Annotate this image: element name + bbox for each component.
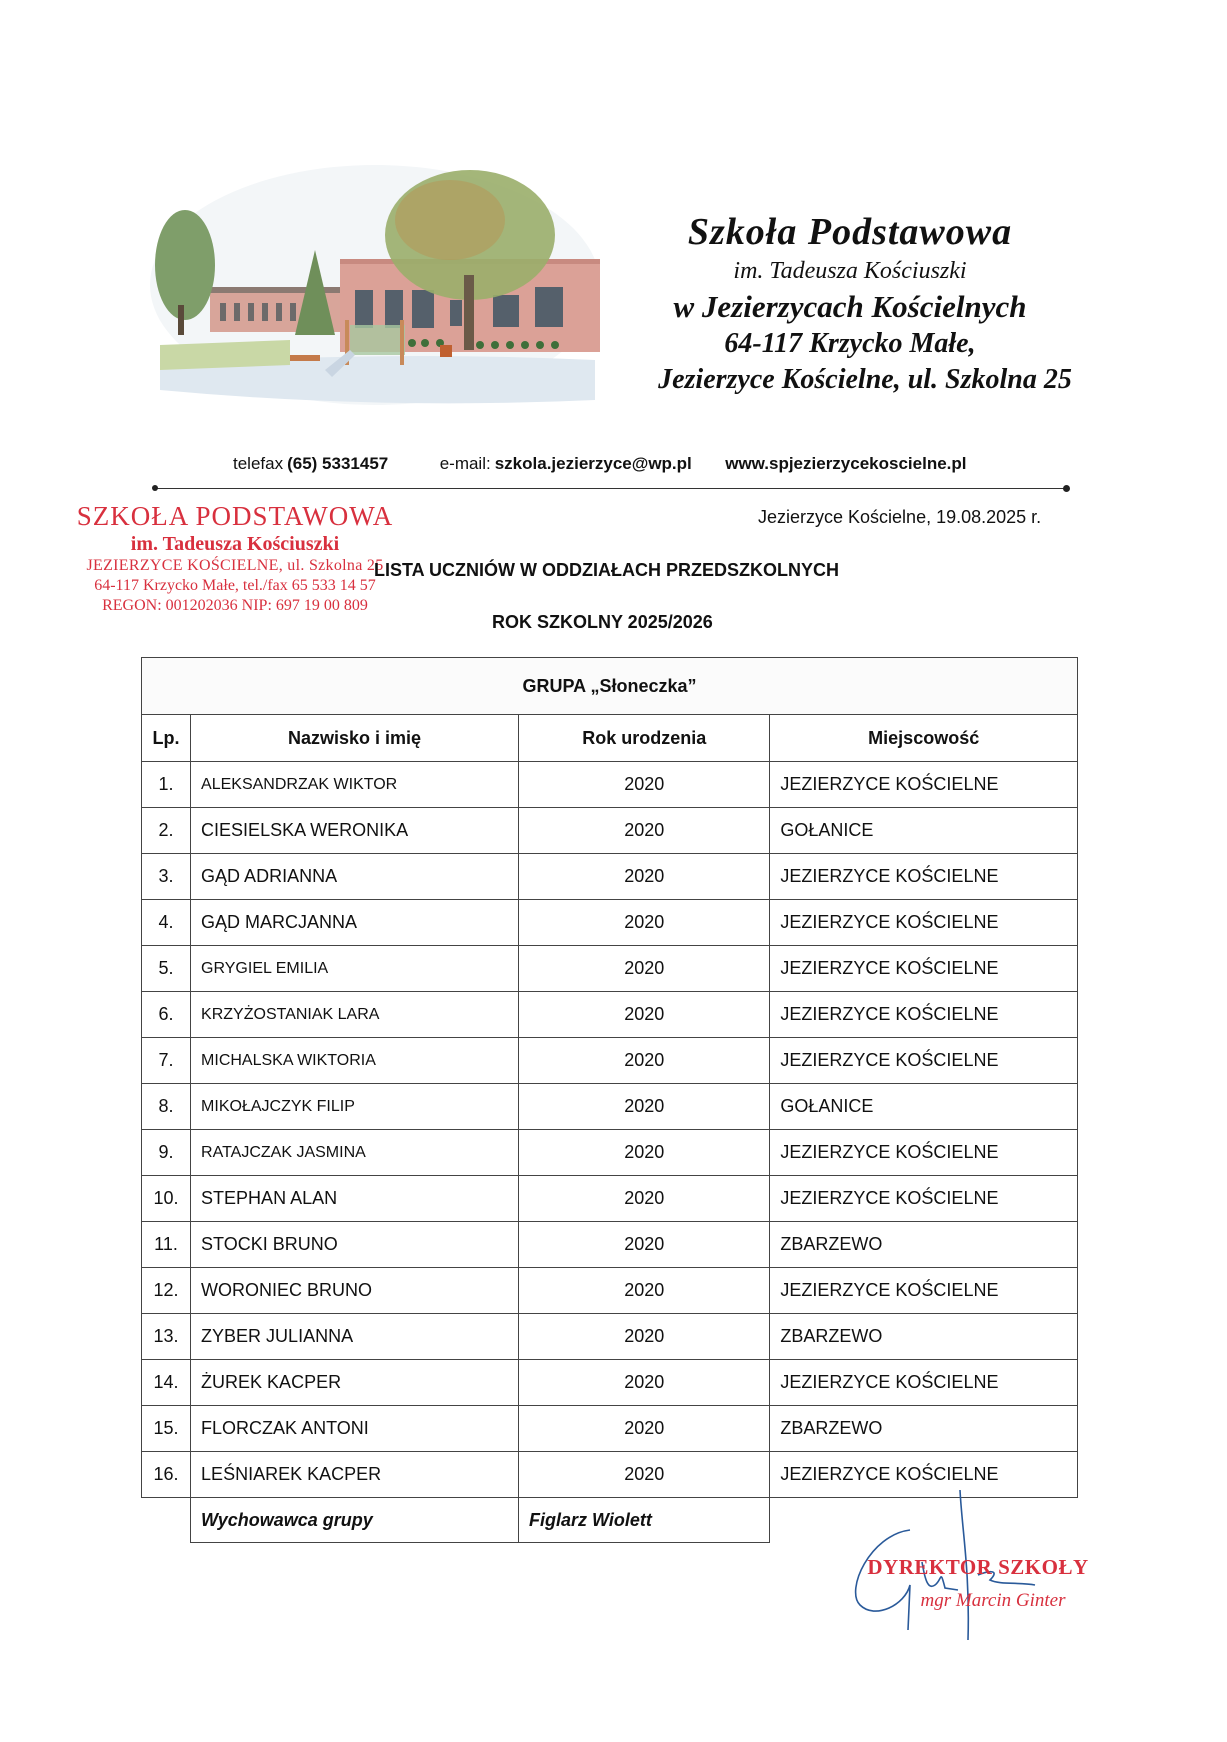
- student-birth-year: 2020: [519, 1222, 770, 1268]
- student-place: GOŁANICE: [770, 808, 1078, 854]
- student-place: JEZIERZYCE KOŚCIELNE: [770, 946, 1078, 992]
- divider-dot-left: [152, 485, 158, 491]
- director-name: mgr Marcin Ginter: [920, 1590, 1066, 1611]
- student-place: JEZIERZYCE KOŚCIELNE: [770, 854, 1078, 900]
- school-name: Szkoła Podstawowa: [687, 211, 1013, 253]
- student-birth-year: 2020: [519, 992, 770, 1038]
- email-link[interactable]: szkola.jezierzyce@wp.pl: [494, 454, 692, 473]
- student-place: JEZIERZYCE KOŚCIELNE: [770, 900, 1078, 946]
- student-place: JEZIERZYCE KOŚCIELNE: [770, 992, 1078, 1038]
- student-row: [142, 946, 1078, 992]
- student-name: FLORCZAK ANTONI: [191, 1406, 519, 1452]
- student-row: [142, 900, 1078, 946]
- stamp-line-1: SZKOŁA PODSTAWOWA: [76, 501, 394, 531]
- student-place: JEZIERZYCE KOŚCIELNE: [770, 1176, 1078, 1222]
- student-name: CIESIELSKA WERONIKA: [191, 808, 519, 854]
- student-row: [142, 1130, 1078, 1176]
- student-row: [142, 1176, 1078, 1222]
- column-header-lp: Lp.: [142, 715, 191, 762]
- student-place: JEZIERZYCE KOŚCIELNE: [770, 1452, 1078, 1498]
- stamp-line-2: im. Tadeusza Kościuszki: [130, 533, 340, 555]
- column-header-birth-year: Rok urodzenia: [519, 715, 770, 762]
- teacher-name: Figlarz Wiolett: [519, 1498, 770, 1543]
- document-date: Jezierzyce Kościelne, 19.08.2025 r.: [758, 507, 1042, 527]
- student-lp: 1.: [142, 762, 191, 808]
- website-link[interactable]: www.spjezierzycekoscielne.pl: [725, 454, 967, 473]
- email-label: e-mail:: [439, 454, 491, 473]
- student-name: WORONIEC BRUNO: [191, 1268, 519, 1314]
- student-lp: 13.: [142, 1314, 191, 1360]
- student-lp: 11.: [142, 1222, 191, 1268]
- column-header-name: Nazwisko i imię: [191, 715, 519, 762]
- student-row: [142, 1038, 1078, 1084]
- stamp-line-3: JEZIERZYCE KOŚCIELNE, ul. Szkolna 25: [86, 557, 384, 574]
- student-row: [142, 1314, 1078, 1360]
- student-row: [142, 1360, 1078, 1406]
- student-place: ZBARZEWO: [770, 1222, 1078, 1268]
- student-lp: 6.: [142, 992, 191, 1038]
- school-letterhead: [600, 210, 1120, 398]
- student-birth-year: 2020: [519, 1176, 770, 1222]
- student-birth-year: 2020: [519, 1452, 770, 1498]
- student-name: ZYBER JULIANNA: [191, 1314, 519, 1360]
- director-title: DYREKTOR SZKOŁY: [867, 1555, 1089, 1579]
- student-name: MICHALSKA WIKTORIA: [191, 1038, 519, 1084]
- student-row: [142, 1406, 1078, 1452]
- student-name: GĄD MARCJANNA: [191, 900, 519, 946]
- contact-line: [233, 454, 967, 474]
- student-lp: 16.: [142, 1452, 191, 1498]
- student-place: JEZIERZYCE KOŚCIELNE: [770, 1038, 1078, 1084]
- student-lp: 5.: [142, 946, 191, 992]
- student-row: [142, 1268, 1078, 1314]
- student-place: JEZIERZYCE KOŚCIELNE: [770, 1360, 1078, 1406]
- student-birth-year: 2020: [519, 900, 770, 946]
- school-location: w Jezierzycach Kościelnych: [673, 289, 1027, 324]
- student-lp: 7.: [142, 1038, 191, 1084]
- student-lp: 2.: [142, 808, 191, 854]
- student-row: [142, 854, 1078, 900]
- student-birth-year: 2020: [519, 854, 770, 900]
- student-birth-year: 2020: [519, 946, 770, 992]
- student-place: JEZIERZYCE KOŚCIELNE: [770, 762, 1078, 808]
- student-name: ŻUREK KACPER: [191, 1360, 519, 1406]
- student-place: JEZIERZYCE KOŚCIELNE: [770, 1130, 1078, 1176]
- group-name: GRUPA „Słoneczka”: [142, 658, 1078, 715]
- student-name: STEPHAN ALAN: [191, 1176, 519, 1222]
- school-address: Jezierzyce Kościelne, ul. Szkolna 25: [658, 364, 1072, 395]
- student-lp: 12.: [142, 1268, 191, 1314]
- empty-cell: [142, 1498, 191, 1543]
- student-birth-year: 2020: [519, 808, 770, 854]
- student-lp: 3.: [142, 854, 191, 900]
- student-birth-year: 2020: [519, 1360, 770, 1406]
- student-birth-year: 2020: [519, 1268, 770, 1314]
- student-lp: 4.: [142, 900, 191, 946]
- student-name: GRYGIEL EMILIA: [191, 946, 519, 992]
- student-row: [142, 808, 1078, 854]
- student-row: [142, 1084, 1078, 1130]
- student-place: ZBARZEWO: [770, 1314, 1078, 1360]
- student-lp: 15.: [142, 1406, 191, 1452]
- student-place: ZBARZEWO: [770, 1406, 1078, 1452]
- student-lp: 9.: [142, 1130, 191, 1176]
- column-header-row: [142, 715, 1078, 762]
- stamp-line-5: REGON: 001202036 NIP: 697 19 00 809: [102, 597, 368, 614]
- student-name: STOCKI BRUNO: [191, 1222, 519, 1268]
- school-postal: 64-117 Krzycko Małe,: [724, 328, 976, 359]
- student-lp: 8.: [142, 1084, 191, 1130]
- student-row: [142, 992, 1078, 1038]
- student-birth-year: 2020: [519, 1038, 770, 1084]
- student-list-table: [141, 657, 1078, 1543]
- student-place: JEZIERZYCE KOŚCIELNE: [770, 1268, 1078, 1314]
- student-row: [142, 1222, 1078, 1268]
- student-name: ALEKSANDRZAK WIKTOR: [191, 762, 519, 808]
- school-stamp: [50, 500, 420, 616]
- stamp-line-4: 64-117 Krzycko Małe, tel./fax 65 533 14 57: [94, 577, 376, 594]
- telefax-label: telefax: [233, 454, 284, 473]
- header-divider: [155, 488, 1065, 489]
- student-lp: 10.: [142, 1176, 191, 1222]
- school-building-illustration: [150, 165, 600, 410]
- student-row: [142, 762, 1078, 808]
- student-lp: 14.: [142, 1360, 191, 1406]
- student-birth-year: 2020: [519, 762, 770, 808]
- school-patron: im. Tadeusza Kościuszki: [733, 258, 967, 284]
- student-birth-year: 2020: [519, 1084, 770, 1130]
- student-name: KRZYŻOSTANIAK LARA: [191, 992, 519, 1038]
- teacher-label: Wychowawca grupy: [191, 1498, 519, 1543]
- divider-dot-right: [1063, 485, 1070, 492]
- student-birth-year: 2020: [519, 1406, 770, 1452]
- student-name: RATAJCZAK JASMINA: [191, 1130, 519, 1176]
- document-title: LISTA UCZNIÓW W ODDZIAŁACH PRZEDSZKOLNYCH: [374, 560, 839, 580]
- student-birth-year: 2020: [519, 1130, 770, 1176]
- telefax-value: (65) 5331457: [287, 454, 389, 473]
- student-name: MIKOŁAJCZYK FILIP: [191, 1084, 519, 1130]
- student-birth-year: 2020: [519, 1314, 770, 1360]
- student-place: GOŁANICE: [770, 1084, 1078, 1130]
- director-stamp: [858, 1555, 1098, 1612]
- column-header-place: Miejscowość: [770, 715, 1078, 762]
- school-year: ROK SZKOLNY 2025/2026: [492, 612, 713, 632]
- group-header-row: [142, 658, 1078, 715]
- student-name: LEŚNIAREK KACPER: [191, 1452, 519, 1498]
- student-name: GĄD ADRIANNA: [191, 854, 519, 900]
